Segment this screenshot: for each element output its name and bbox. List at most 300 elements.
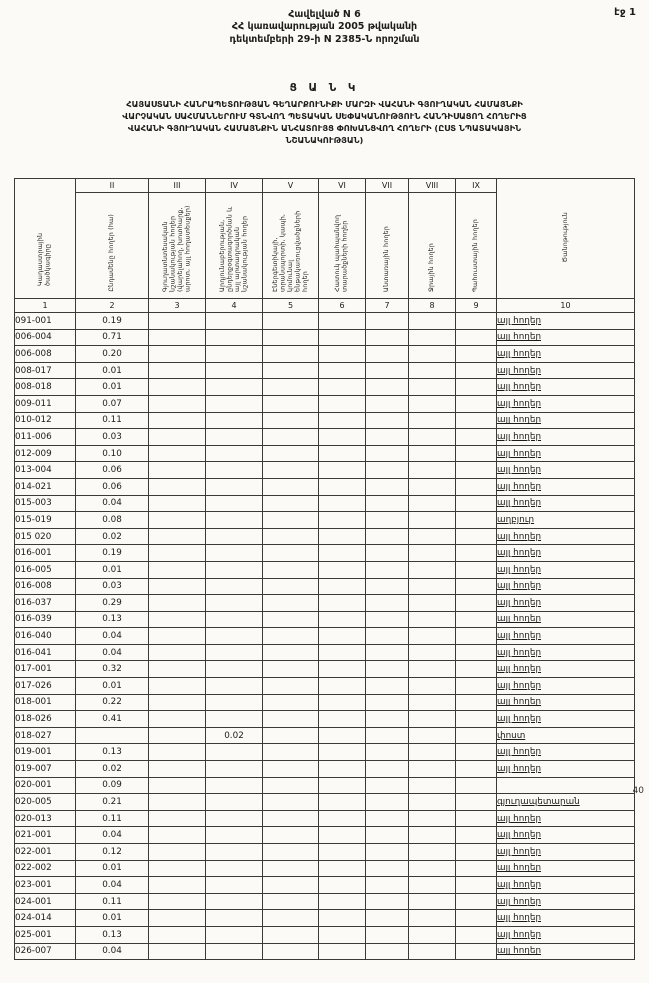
area-value-cell: [263, 711, 319, 728]
area-value-cell: [149, 644, 206, 661]
area-value-cell: [409, 528, 456, 545]
note-text: այլ հողեր: [497, 348, 542, 359]
area-value-cell: [206, 561, 263, 578]
note-text: այլ հողեր: [497, 846, 542, 857]
table-row: [15, 827, 635, 844]
parcel-code-cell: 006-008: [15, 346, 76, 363]
note-text: այլ հողեր: [497, 813, 542, 824]
area-value-cell: [366, 561, 409, 578]
document-title: Ց Ա Ն Կ: [289, 82, 360, 94]
area-value-cell: [319, 346, 366, 363]
note-text: այլ հողեր: [497, 680, 542, 691]
table-row: [15, 910, 635, 927]
area-value-cell: [149, 744, 206, 761]
column-numeral: V: [263, 179, 319, 193]
table-row: [15, 628, 635, 645]
area-value-cell: [366, 528, 409, 545]
area-value-cell: [366, 346, 409, 363]
parcel-code-cell: 016-008: [15, 578, 76, 595]
area-value-cell: 0.13: [76, 926, 149, 943]
area-value-cell: [456, 727, 497, 744]
area-value-cell: 0.32: [76, 661, 149, 678]
table-row: [15, 329, 635, 346]
area-value-cell: [409, 877, 456, 894]
area-value-cell: [409, 578, 456, 595]
area-value-cell: [149, 561, 206, 578]
column-index: 4: [206, 299, 263, 313]
area-value-cell: [149, 595, 206, 612]
note-cell: [497, 628, 635, 645]
area-value-cell: [263, 943, 319, 960]
area-value-cell: [456, 711, 497, 728]
area-value-cell: [206, 744, 263, 761]
area-value-cell: [319, 678, 366, 695]
column-numeral: VI: [319, 179, 366, 193]
area-value-cell: [149, 711, 206, 728]
note-text: այլ հողեր: [497, 929, 542, 940]
column-index: 7: [366, 299, 409, 313]
column-index: 10: [497, 299, 635, 313]
note-text: այլ հողեր: [497, 647, 542, 658]
area-value-cell: 0.13: [76, 744, 149, 761]
note-cell: [497, 329, 635, 346]
roman-numeral-row: [15, 179, 635, 193]
area-value-cell: 0.01: [76, 362, 149, 379]
area-value-cell: [206, 910, 263, 927]
header-label: Էներգետիկայի, տրանսպորտի, կապի, կոմունալ ենթակառուցվածքների հողեր: [271, 210, 309, 292]
area-value-cell: 0.03: [76, 578, 149, 595]
note-cell: [497, 910, 635, 927]
parcel-code-cell: 012-009: [15, 445, 76, 462]
note-cell: [497, 827, 635, 844]
area-value-cell: [319, 744, 366, 761]
area-value-cell: [263, 578, 319, 595]
area-value-cell: 0.01: [76, 561, 149, 578]
parcel-code-cell: 022-002: [15, 860, 76, 877]
area-value-cell: [149, 777, 206, 794]
header-forest-lands: [366, 193, 409, 299]
area-value-cell: [206, 877, 263, 894]
header-cadastral-code: [15, 179, 76, 299]
area-value-cell: [366, 926, 409, 943]
area-value-cell: [319, 545, 366, 562]
parcel-code-cell: 024-014: [15, 910, 76, 927]
area-value-cell: [319, 595, 366, 612]
parcel-code-cell: 014-021: [15, 478, 76, 495]
area-value-cell: [319, 727, 366, 744]
area-value-cell: [456, 644, 497, 661]
area-value-cell: [409, 495, 456, 512]
area-value-cell: [149, 761, 206, 778]
area-value-cell: [319, 329, 366, 346]
note-text: այլ հողեր: [497, 747, 542, 758]
area-value-cell: [263, 777, 319, 794]
note-text: գյուղապետարան: [497, 797, 580, 808]
area-value-cell: [206, 395, 263, 412]
area-value-cell: [206, 578, 263, 595]
area-value-cell: [149, 844, 206, 861]
area-value-cell: [319, 445, 366, 462]
area-value-cell: [319, 777, 366, 794]
area-value-cell: [409, 694, 456, 711]
area-value-cell: [206, 611, 263, 628]
area-value-cell: [149, 412, 206, 429]
area-value-cell: 0.02: [76, 761, 149, 778]
parcel-code-cell: 091-001: [15, 313, 76, 330]
area-value-cell: [409, 329, 456, 346]
area-value-cell: [149, 678, 206, 695]
note-cell: [497, 445, 635, 462]
area-value-cell: [319, 379, 366, 396]
area-value-cell: [366, 395, 409, 412]
parcel-code-cell: 011-006: [15, 429, 76, 446]
note-text: այլ հողեր: [497, 365, 542, 376]
area-value-cell: [206, 362, 263, 379]
area-value-cell: [456, 379, 497, 396]
note-cell: [497, 794, 635, 811]
area-value-cell: 0.04: [76, 628, 149, 645]
area-value-cell: [319, 661, 366, 678]
area-value-cell: [456, 561, 497, 578]
area-value-cell: [263, 877, 319, 894]
area-value-cell: [366, 661, 409, 678]
table-row: [15, 362, 635, 379]
area-value-cell: [206, 711, 263, 728]
area-value-cell: [366, 379, 409, 396]
area-value-cell: [409, 379, 456, 396]
area-value-cell: [149, 512, 206, 529]
area-value-cell: [456, 744, 497, 761]
note-text: այլ հողեր: [497, 315, 542, 326]
column-index: 2: [76, 299, 149, 313]
area-value-cell: 0.09: [76, 777, 149, 794]
note-cell: [497, 711, 635, 728]
header-label: Արդյունաբերության, ընդերքօգտագործման և այլ արտադրական նշանակության հողեր: [218, 206, 249, 292]
area-value-cell: [149, 346, 206, 363]
note-cell: [497, 512, 635, 529]
note-cell: [497, 478, 635, 495]
area-value-cell: 0.03: [76, 429, 149, 446]
area-value-cell: [319, 827, 366, 844]
parcel-code-cell: 016-005: [15, 561, 76, 578]
column-numeral: III: [149, 179, 206, 193]
note-cell: [497, 893, 635, 910]
area-value-cell: [456, 362, 497, 379]
note-cell: [497, 860, 635, 877]
area-value-cell: [319, 644, 366, 661]
area-value-cell: [366, 412, 409, 429]
parcel-code-cell: 017-001: [15, 661, 76, 678]
note-cell: [497, 661, 635, 678]
area-value-cell: [319, 794, 366, 811]
table-row: [15, 395, 635, 412]
area-value-cell: [319, 694, 366, 711]
area-value-cell: [206, 661, 263, 678]
note-text: այլ հողեր: [497, 398, 542, 409]
area-value-cell: [206, 860, 263, 877]
area-value-cell: [263, 561, 319, 578]
area-value-cell: [149, 362, 206, 379]
table-row: [15, 346, 635, 363]
area-value-cell: 0.04: [76, 495, 149, 512]
area-value-cell: [366, 313, 409, 330]
parcel-code-cell: 018-026: [15, 711, 76, 728]
area-value-cell: [206, 445, 263, 462]
appendix-line: Հավելված N 6: [288, 9, 361, 20]
area-value-cell: [456, 678, 497, 695]
area-value-cell: [456, 628, 497, 645]
area-value-cell: [456, 810, 497, 827]
note-cell: [497, 810, 635, 827]
area-value-cell: [409, 661, 456, 678]
area-value-cell: 0.01: [76, 678, 149, 695]
table-row: [15, 727, 635, 744]
area-value-cell: [456, 329, 497, 346]
area-value-cell: 0.01: [76, 379, 149, 396]
area-value-cell: [206, 478, 263, 495]
area-value-cell: [263, 395, 319, 412]
area-value-cell: [409, 711, 456, 728]
area-value-cell: [366, 578, 409, 595]
table-row: [15, 545, 635, 562]
header-label: Ջրային հողեր: [428, 242, 436, 292]
area-value-cell: [456, 595, 497, 612]
note-text: այլ հողեր: [497, 332, 542, 343]
area-value-cell: [319, 429, 366, 446]
area-value-cell: [409, 628, 456, 645]
area-value-cell: [263, 379, 319, 396]
table-row: [15, 578, 635, 595]
table-row: [15, 478, 635, 495]
area-value-cell: [456, 827, 497, 844]
area-value-cell: [366, 644, 409, 661]
parcel-code-cell: 015-019: [15, 512, 76, 529]
table-row: [15, 893, 635, 910]
area-value-cell: [319, 478, 366, 495]
table-row: [15, 462, 635, 479]
area-value-cell: 0.21: [76, 794, 149, 811]
area-value-cell: [409, 943, 456, 960]
table-row: [15, 379, 635, 396]
header-label: Ընդամենը հողեր (հա): [108, 214, 116, 292]
area-value-cell: [263, 362, 319, 379]
area-value-cell: [319, 711, 366, 728]
column-numeral: IX: [456, 179, 497, 193]
table-row: [15, 412, 635, 429]
table-row: [15, 495, 635, 512]
area-value-cell: [409, 545, 456, 562]
note-text: այլ հողեր: [497, 614, 542, 625]
land-parcels-table: [14, 178, 635, 960]
area-value-cell: [456, 445, 497, 462]
area-value-cell: [263, 860, 319, 877]
area-value-cell: [456, 926, 497, 943]
note-text: այլ հողեր: [497, 664, 542, 675]
area-value-cell: [149, 827, 206, 844]
note-text: այլ հողեր: [497, 597, 542, 608]
area-value-cell: [263, 545, 319, 562]
area-value-cell: [319, 860, 366, 877]
column-numeral: IV: [206, 179, 263, 193]
area-value-cell: [319, 495, 366, 512]
table-row: [15, 794, 635, 811]
area-value-cell: [149, 877, 206, 894]
column-index: 9: [456, 299, 497, 313]
area-value-cell: [366, 910, 409, 927]
area-value-cell: [319, 844, 366, 861]
note-text: այլ հողեր: [497, 631, 542, 642]
area-value-cell: [149, 661, 206, 678]
area-value-cell: [319, 628, 366, 645]
area-value-cell: [456, 313, 497, 330]
area-value-cell: [319, 313, 366, 330]
area-value-cell: 0.01: [76, 910, 149, 927]
note-text: այլ հողեր: [497, 465, 542, 476]
table-row: [15, 761, 635, 778]
area-value-cell: [409, 926, 456, 943]
area-value-cell: [149, 910, 206, 927]
area-value-cell: 0.04: [76, 644, 149, 661]
area-value-cell: 0.07: [76, 395, 149, 412]
parcel-code-cell: 025-001: [15, 926, 76, 943]
note-text: այլ հողեր: [497, 431, 542, 442]
area-value-cell: [263, 495, 319, 512]
area-value-cell: 0.13: [76, 611, 149, 628]
area-value-cell: 0.22: [76, 694, 149, 711]
area-value-cell: [409, 678, 456, 695]
area-value-cell: [319, 877, 366, 894]
area-value-cell: [149, 429, 206, 446]
table-row: [15, 860, 635, 877]
table-row: [15, 810, 635, 827]
header-label: Պահուստային հողեր: [472, 218, 480, 292]
area-value-cell: 0.04: [76, 877, 149, 894]
area-value-cell: [206, 926, 263, 943]
area-value-cell: [149, 727, 206, 744]
parcel-code-cell: 010-012: [15, 412, 76, 429]
area-value-cell: [366, 727, 409, 744]
area-value-cell: [409, 478, 456, 495]
column-index: 5: [263, 299, 319, 313]
area-value-cell: [319, 561, 366, 578]
note-text: աղբյուր: [497, 514, 535, 525]
parcel-code-cell: 023-001: [15, 877, 76, 894]
area-value-cell: [366, 611, 409, 628]
header-label: Գյուղատնտեսական նշանակության հողեր (վարելահող, խոտհարք, արոտ, այլ հողատեսքեր): [161, 205, 192, 292]
area-value-cell: [206, 628, 263, 645]
note-text: այլ հողեր: [497, 481, 542, 492]
area-value-cell: [149, 478, 206, 495]
note-text: այլ հողեր: [497, 697, 542, 708]
table-row: [15, 528, 635, 545]
table-row: [15, 777, 635, 794]
subtitle-line: ՀԱՅԱՍՏԱՆԻ ՀԱՆՐԱՊԵՏՈՒԹՅԱՆ ԳԵՂԱՐՔՈՒՆԻՔԻ ՄԱՐԶԻ ՎԱՀԱՆԻ ԳՅՈՒՂԱԿԱՆ ՀԱՄԱՅՆՔԻ: [126, 99, 523, 109]
table-row: [15, 744, 635, 761]
area-value-cell: [149, 495, 206, 512]
parcel-code-cell: 020-001: [15, 777, 76, 794]
note-text: այլ հողեր: [497, 896, 542, 907]
table-row: [15, 429, 635, 446]
note-cell: [497, 926, 635, 943]
area-value-cell: [409, 512, 456, 529]
appendix-line: դեկտեմբերի 29-ի N 2385-Ն որոշման: [229, 33, 420, 45]
parcel-code-cell: 018-027: [15, 727, 76, 744]
area-value-cell: [206, 943, 263, 960]
note-cell: [497, 595, 635, 612]
note-text: այլ հողեր: [497, 498, 542, 509]
subtitle-line: ՆՇԱՆԱԿՈՒԹՅԱՆ): [285, 135, 364, 146]
area-value-cell: [149, 329, 206, 346]
area-value-cell: [206, 412, 263, 429]
area-value-cell: [206, 678, 263, 695]
area-value-cell: [366, 943, 409, 960]
area-value-cell: [149, 694, 206, 711]
note-cell: [497, 761, 635, 778]
area-value-cell: [149, 445, 206, 462]
parcel-code-cell: 015-003: [15, 495, 76, 512]
column-index: 1: [15, 299, 76, 313]
area-value-cell: [206, 313, 263, 330]
area-value-cell: [149, 794, 206, 811]
area-value-cell: [409, 777, 456, 794]
parcel-code-cell: 008-018: [15, 379, 76, 396]
area-value-cell: [409, 445, 456, 462]
parcel-code-cell: 016-001: [15, 545, 76, 562]
area-value-cell: [263, 313, 319, 330]
parcel-code-cell: 017-026: [15, 678, 76, 695]
note-text: այլ հողեր: [497, 830, 542, 841]
area-value-cell: [409, 893, 456, 910]
note-text: այլ հողեր: [497, 415, 542, 426]
note-text: այլ հողեր: [497, 863, 542, 874]
note-text: փոստ: [497, 730, 526, 741]
area-value-cell: [206, 545, 263, 562]
area-value-cell: [366, 545, 409, 562]
area-value-cell: [409, 727, 456, 744]
area-value-cell: 0.08: [76, 512, 149, 529]
area-value-cell: 0.41: [76, 711, 149, 728]
header-label: Կադաստրային ծածկագիրը: [37, 232, 52, 286]
handwritten-margin-note: 40: [632, 786, 644, 796]
area-value-cell: [263, 462, 319, 479]
note-text: այլ հողեր: [497, 382, 542, 393]
area-value-cell: [409, 561, 456, 578]
table-row: [15, 644, 635, 661]
area-value-cell: [263, 761, 319, 778]
area-value-cell: [456, 462, 497, 479]
area-value-cell: [149, 462, 206, 479]
note-text: այլ հողեր: [497, 581, 542, 592]
area-value-cell: [456, 794, 497, 811]
column-index: 6: [319, 299, 366, 313]
table-row: [15, 943, 635, 960]
area-value-cell: [456, 545, 497, 562]
note-cell: [497, 313, 635, 330]
table-row: [15, 678, 635, 695]
area-value-cell: [409, 429, 456, 446]
table-body: [15, 313, 635, 960]
parcel-code-cell: 016-041: [15, 644, 76, 661]
area-value-cell: 0.02: [206, 727, 263, 744]
note-cell: [497, 462, 635, 479]
area-value-cell: [319, 395, 366, 412]
note-cell: [497, 379, 635, 396]
area-value-cell: [206, 694, 263, 711]
area-value-cell: 0.06: [76, 478, 149, 495]
area-value-cell: 0.19: [76, 313, 149, 330]
table-row: [15, 711, 635, 728]
area-value-cell: [319, 893, 366, 910]
